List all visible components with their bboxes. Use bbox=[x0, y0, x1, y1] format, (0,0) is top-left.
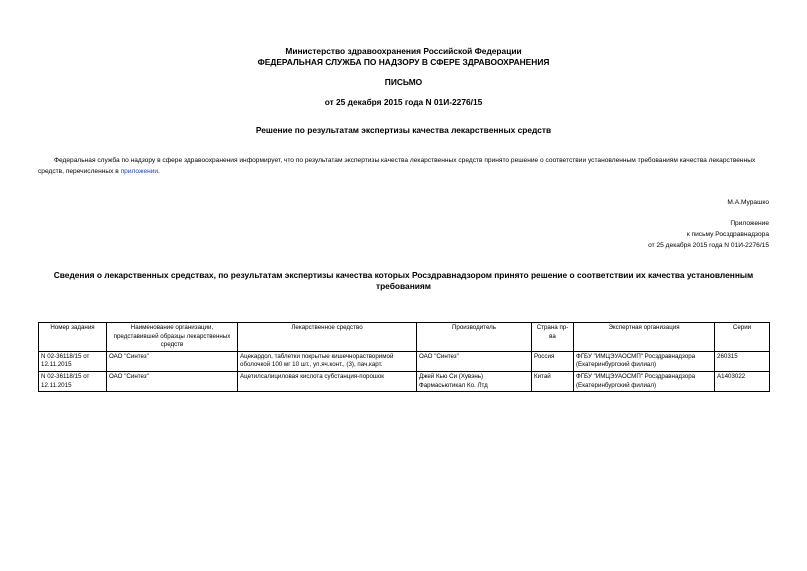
appendix-line-2: к письму Росздравнадзора bbox=[686, 231, 769, 238]
column-header: Серии bbox=[715, 323, 770, 352]
ministry-name: Министерство здравоохранения Российской Федерации bbox=[285, 46, 522, 56]
document-title: Решение по результатам экспертизы качества лекарственных средств bbox=[255, 125, 552, 135]
column-header: Лекарственное средство bbox=[238, 323, 417, 352]
table-cell: Китай bbox=[532, 371, 574, 391]
column-header: Страна пр-ва bbox=[532, 323, 574, 352]
letter-text-end: . bbox=[158, 168, 160, 176]
table-cell: ОАО "Синтез" bbox=[107, 371, 238, 391]
document-date: от 25 декабря 2015 года N 01И-2276/15 bbox=[324, 97, 483, 107]
table-row bbox=[39, 351, 770, 371]
document-type: ПИСЬМО bbox=[384, 77, 423, 87]
table-cell: N 02-36118/15 от 12.11.2015 bbox=[39, 351, 107, 371]
table-cell: А1403022 bbox=[715, 371, 770, 391]
column-header: Экспертная организация bbox=[574, 323, 715, 352]
service-name: ФЕДЕРАЛЬНАЯ СЛУЖБА ПО НАДЗОРУ В СФЕРЕ ЗДРАВООХРАНЕНИЯ bbox=[257, 57, 550, 67]
letter-text: Федеральная служба по надзору в сфере здравоохранения информирует, что по результатам экспертизы качества лекарственных средств принято решение о соответствии установленным требованиям качества лекарственных средств, перечисленных в bbox=[38, 157, 756, 176]
table-header-row bbox=[39, 323, 770, 352]
column-header: Номер задания bbox=[39, 323, 107, 352]
table-cell: ФГБУ "ИМЦЭУАОСМП" Росздравнадзора (Екатеринбургский филиал) bbox=[574, 371, 715, 391]
table-cell: Россия bbox=[532, 351, 574, 371]
table-cell: Ацекардол, таблетки покрытые кишечнорастворимой оболочкой 100 мг 10 шт., уп.яч.конт., (3), пач.карт. bbox=[238, 351, 417, 371]
column-header: Производитель bbox=[417, 323, 532, 352]
section-title: Сведения о лекарственных средствах, по результатам экспертизы качества которых Росздравнадзором принято решение о соответствии их качества установленным требованиям bbox=[53, 270, 754, 291]
drug-table bbox=[38, 322, 770, 392]
appendix-line-1: Приложение bbox=[730, 220, 769, 227]
letter-body bbox=[38, 155, 769, 177]
table-cell: ФГБУ "ИМЦЭУАОСМП" Росздравнадзора (Екатеринбургский филиал) bbox=[574, 351, 715, 371]
signature: М.А.Мурашко bbox=[727, 199, 769, 206]
table-cell: 260315 bbox=[715, 351, 770, 371]
table-cell: N 02-36118/15 от 12.11.2015 bbox=[39, 371, 107, 391]
appendix-link[interactable]: приложении bbox=[120, 168, 159, 176]
table-cell: ОАО "Синтез" bbox=[107, 351, 238, 371]
table-cell: ОАО "Синтез" bbox=[417, 351, 532, 371]
table-row bbox=[39, 371, 770, 391]
table-cell: Ацетилсалициловая кислота субстанция-порошок bbox=[238, 371, 417, 391]
appendix-line-3: от 25 декабря 2015 года N 01И-2276/15 bbox=[648, 242, 769, 249]
table-cell: Джей Кью Си (Хувэнь) Фармасьютикал Ко. Лтд bbox=[417, 371, 532, 391]
column-header: Наименование организации, представившей образцы лекарственных средств bbox=[107, 323, 238, 352]
